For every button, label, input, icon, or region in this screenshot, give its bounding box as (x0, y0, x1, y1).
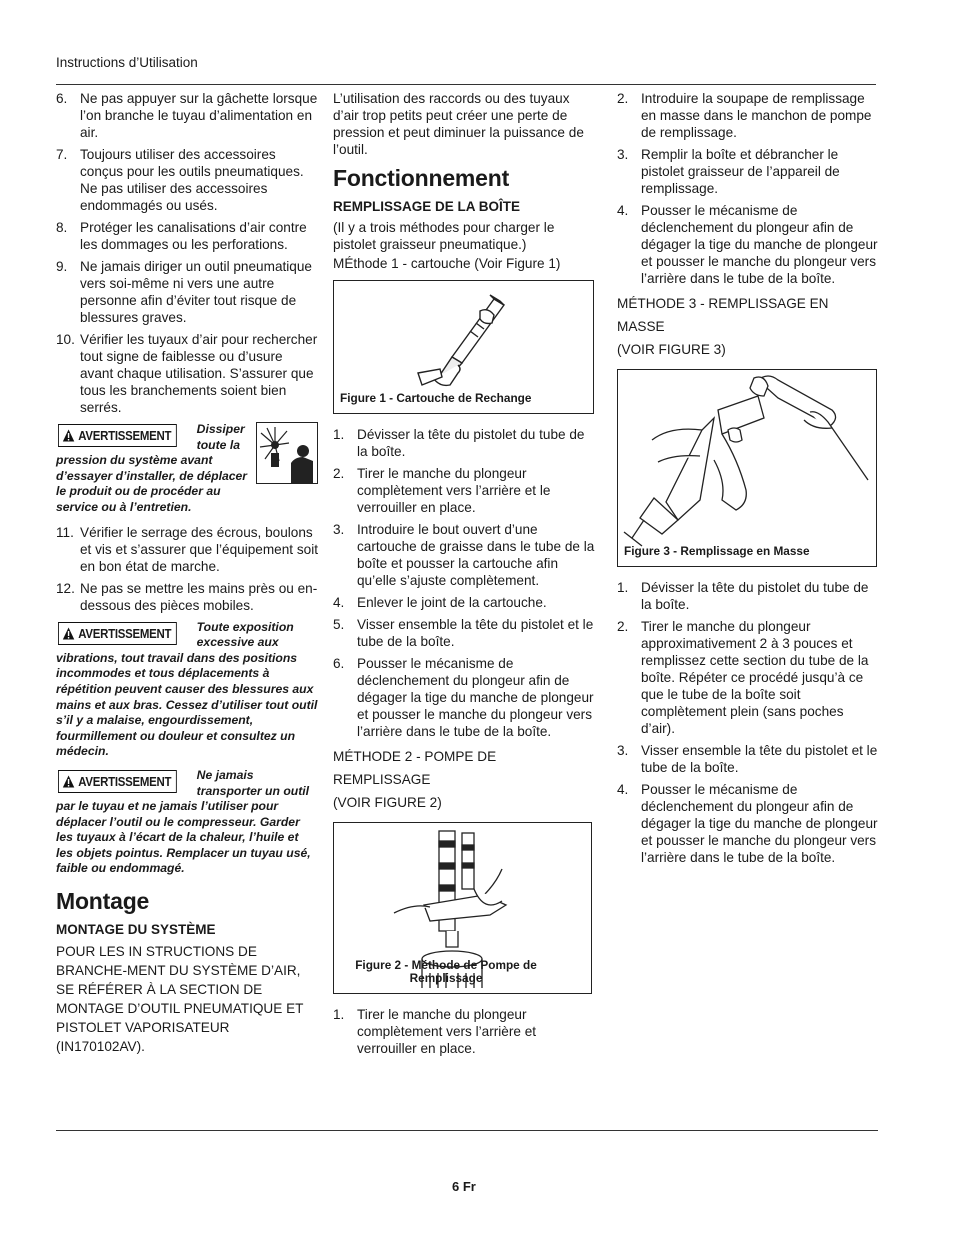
warning-badge: AVERTISSEMENT (58, 622, 176, 645)
montage-text: POUR LES IN STRUCTIONS DE BRANCHE-MENT DU SYSTÈME D’AIR, SE RÉFÉRER À LA SECTION DE MONTAGE D’OUTIL PNEUMATIQUE ET PISTOLET VAPORISATEUR (IN170102AV). (56, 944, 304, 1055)
column-right (617, 90, 879, 871)
list-item: 2. Tirer le manche du plongeur approximativement 2 à 3 pouces et remplissez cette section du tube de la boîte. Répéter ce procédé jusqu’à ce que le tube de la boîte soit complètement plein (sans poches d’air). (617, 619, 869, 736)
method3-see-figure: (VOIR FIGURE 3) (617, 342, 726, 357)
figure-2-caption: Figure 2 - Méthode de Pompe de Remplissage (355, 958, 537, 985)
list-item: 7. Toujours utiliser des accessoires conçus pour les outils pneumatiques. Ne pas utiliser des accessoires endommagés ou usés. (56, 147, 304, 213)
safety-list-a (56, 90, 318, 416)
figure-2 (333, 822, 592, 994)
list-item: 6. Pousser le mécanisme de déclenchement du plongeur afin de dégager la tige du manche de plongeur et pousser le manche du plongeur vers l’arrière dans le tube de la boîte. (333, 656, 594, 739)
warning-pressure: AVERTISSEMENT Dissiper toute la pression du système avant d’essayer d’installer, de déplacer le produit ou de procéder au service ou à l’entretien. (56, 422, 318, 516)
section-title-montage: Montage (56, 888, 150, 915)
method3-heading: MÉTHODE 3 - REMPLISSAGE EN MASSE (617, 296, 829, 334)
intro-paragraph: L’utilisation des raccords ou des tuyaux d’air trop petits peut créer une perte de pression et peut diminuer la puissance de l’outil. (333, 91, 584, 157)
list-item: 6. Ne pas appuyer sur la gâchette lorsque l’on branche le tuyau d’alimentation en air. (56, 91, 318, 140)
warning-triangle-icon (62, 429, 74, 442)
list-item: 3. Remplir la boîte et débrancher le pistolet graisseur de l’appareil de remplissage. (617, 147, 840, 196)
figure-1 (333, 280, 594, 414)
page-number: 6 Fr (452, 1179, 476, 1194)
list-item: 1. Dévisser la tête du pistolet du tube de la boîte. (617, 580, 869, 612)
list-item: 8. Protéger les canalisations d’air contre les dommages ou les perforations. (56, 220, 307, 252)
subtitle-montage-systeme: MONTAGE DU SYSTÈME (56, 922, 216, 938)
list-item: 4. Pousser le mécanisme de déclenchement du plongeur afin de dégager la tige du manche de plongeur et pousser le manche du plongeur vers l’arrière dans le tube de la boîte. (617, 203, 878, 286)
bulk-fill-illustration (618, 370, 876, 566)
column-middle (333, 90, 595, 1062)
section-title-fonctionnement: Fonctionnement (333, 165, 510, 191)
figure-3 (617, 369, 877, 567)
page-header: Instructions d’Utilisation (56, 55, 198, 70)
method3-steps (617, 579, 879, 866)
figure-1-caption: Figure 1 - Cartouche de Rechange (340, 391, 532, 405)
warning-badge: AVERTISSEMENT (58, 424, 176, 447)
methods-note: (Il y a trois méthodes pour charger le pistolet graisseur pneumatique.) (333, 220, 555, 252)
column-left (56, 90, 318, 1061)
list-item: 11. Vérifier le serrage des écrous, boulons et vis et s’assurer que l’équipement soit en bon état de marche. (56, 524, 319, 574)
header-rule (56, 84, 876, 85)
warning-vibrations: AVERTISSEMENT Toute exposition excessive aux vibrations, tout travail dans des positions incommodes et tous déplacements à répétition peuvent causer des blessures aux mains et aux bras. Cessez d’utiliser tout outil s’il y a malaise, engourdissement, fourmillement ou douleur et consultez un médecin. (56, 619, 318, 759)
pressure-burst-icon (256, 422, 318, 484)
list-item: 2. Introduire la soupape de remplissage en masse dans le manchon de pompe de remplissage. (617, 91, 872, 140)
warning-hose: AVERTISSEMENT Ne jamais transporter un outil par le tuyau et ne jamais l’utiliser pour déplacer l’outil ou le compresseur. Garder les tuyaux à l’écart de la chaleur, l’huile et les objets pointus. Remplacer un tuyau usé, faible ou endommagé. (56, 767, 311, 876)
warning-triangle-icon (62, 627, 74, 640)
list-item: 2. Tirer le manche du plongeur complètement vers l’arrière et le verrouiller en place. (333, 466, 551, 515)
warning-triangle-icon (62, 775, 74, 788)
list-item: 1. Dévisser la tête du pistolet du tube de la boîte. (333, 427, 585, 459)
list-item: 4. Enlever le joint de la cartouche. (333, 595, 547, 610)
figure-3-caption: Figure 3 - Remplissage en Masse (624, 544, 810, 558)
method2-heading: MÉTHODE 2 - POMPE DE REMPLISSAGE (333, 749, 497, 787)
list-item: 10. Vérifier les tuyaux d’air pour rechercher tout signe de faiblesse ou d’usure avant chaque utilisation. S’assurer que tous les branchements soient bien serrés. (56, 332, 318, 415)
list-item: 3. Visser ensemble la tête du pistolet et le tube de la boîte. (617, 743, 878, 775)
list-item: 3. Introduire le bout ouvert d’une cartouche de graisse dans le tube de la boîte et pousser la cartouche afin qu’elle s’ajuste complètement. (333, 522, 595, 588)
list-item: 12. Ne pas se mettre les mains près ou en-dessous des pièces mobiles. (56, 580, 318, 613)
list-item: 4. Pousser le mécanisme de déclenchement du plongeur afin de dégager la tige du manche de plongeur et pousser le manche du plongeur vers l’arrière dans le tube de la boîte. (617, 782, 878, 865)
footer-rule (56, 1130, 878, 1131)
method1-heading: MÉthode 1 - cartouche (Voir Figure 1) (333, 256, 561, 271)
list-item: 5. Visser ensemble la tête du pistolet et le tube de la boîte. (333, 617, 594, 649)
warning-badge: AVERTISSEMENT (58, 770, 176, 793)
method1-steps (333, 426, 595, 740)
method2-see-figure: (VOIR FIGURE 2) (333, 795, 442, 810)
subtitle-remplissage: REMPLISSAGE DE LA BOÎTE (333, 199, 521, 214)
list-item: 1. Tirer le manche du plongeur complètement vers l’arrière et verrouiller en place. (333, 1007, 537, 1056)
safety-list-b (56, 524, 318, 614)
method2-steps-b (617, 90, 879, 287)
list-item: 9. Ne jamais diriger un outil pneumatique vers soi-même ni vers une autre personne afin d’éviter tout risque de blessures graves. (56, 259, 312, 325)
method2-steps-a (333, 1006, 595, 1057)
